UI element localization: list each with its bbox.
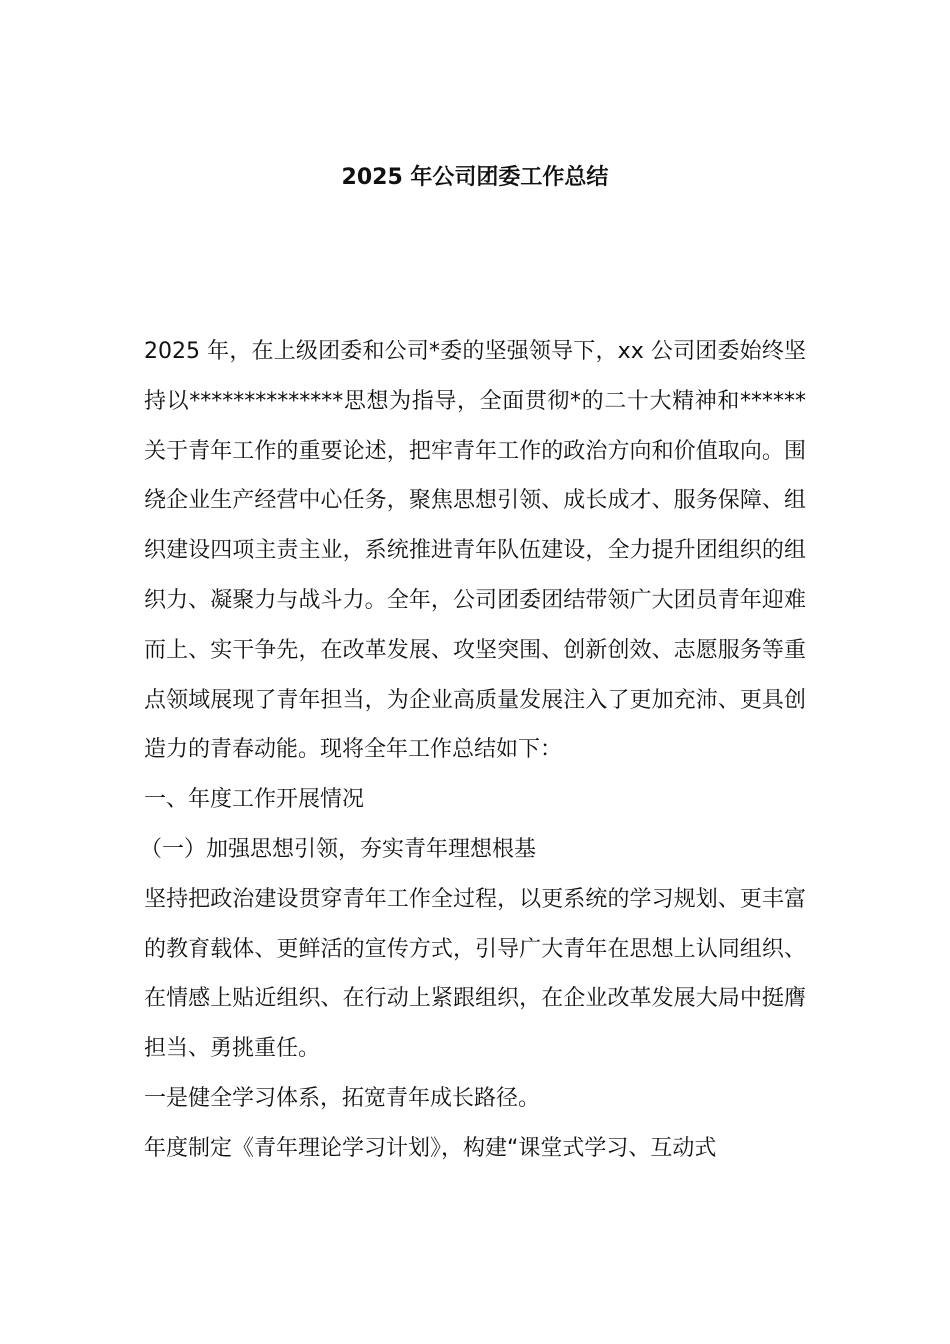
document-title: 2025 年公司团委工作总结	[341, 165, 609, 190]
section-heading: 一、年度工作开展情况	[144, 787, 365, 813]
document-body	[140, 327, 806, 1174]
body-paragraph-partial: 年度制定《青年理论学习计划》，构建“课堂式学习、互动式	[144, 1135, 717, 1161]
subsection-heading: （一）加强思想引领，夯实青年理想根基	[140, 836, 537, 862]
intro-paragraph: 2025 年，在上级团委和公司*委的坚强领导下，xx 公司团委始终坚持以**************思想为指导，全面贯彻*的二十大精神和******关于青年工作的重要论述，把牢青年工作的政治方向和价值取向。围绕企业生产经营中心任务，聚焦思想引领、成长成才、服务保障、组织建设四项主责主业，系统推进青年队伍建设，全力提升团组织的组织力、凝聚力与战斗力。全年，公司团委团结带领广大团员青年迎难而上、实干争先，在改革发展、攻坚突围、创新创效、志愿服务等重点领域展现了青年担当，为企业高质量发展注入了更加充沛、更具创造力的青春动能。现将全年工作总结如下：	[144, 339, 806, 763]
body-paragraph: 坚持把政治建设贯穿青年工作全过程，以更系统的学习规划、更丰富的教育载体、更鲜活的宣传方式，引导广大青年在思想上认同组织、在情感上贴近组织、在行动上紧跟组织，在企业改革发展大局中挺膺担当、勇挑重任。	[144, 886, 806, 1062]
point-heading: 一是健全学习体系，拓宽青年成长路径。	[144, 1085, 541, 1111]
